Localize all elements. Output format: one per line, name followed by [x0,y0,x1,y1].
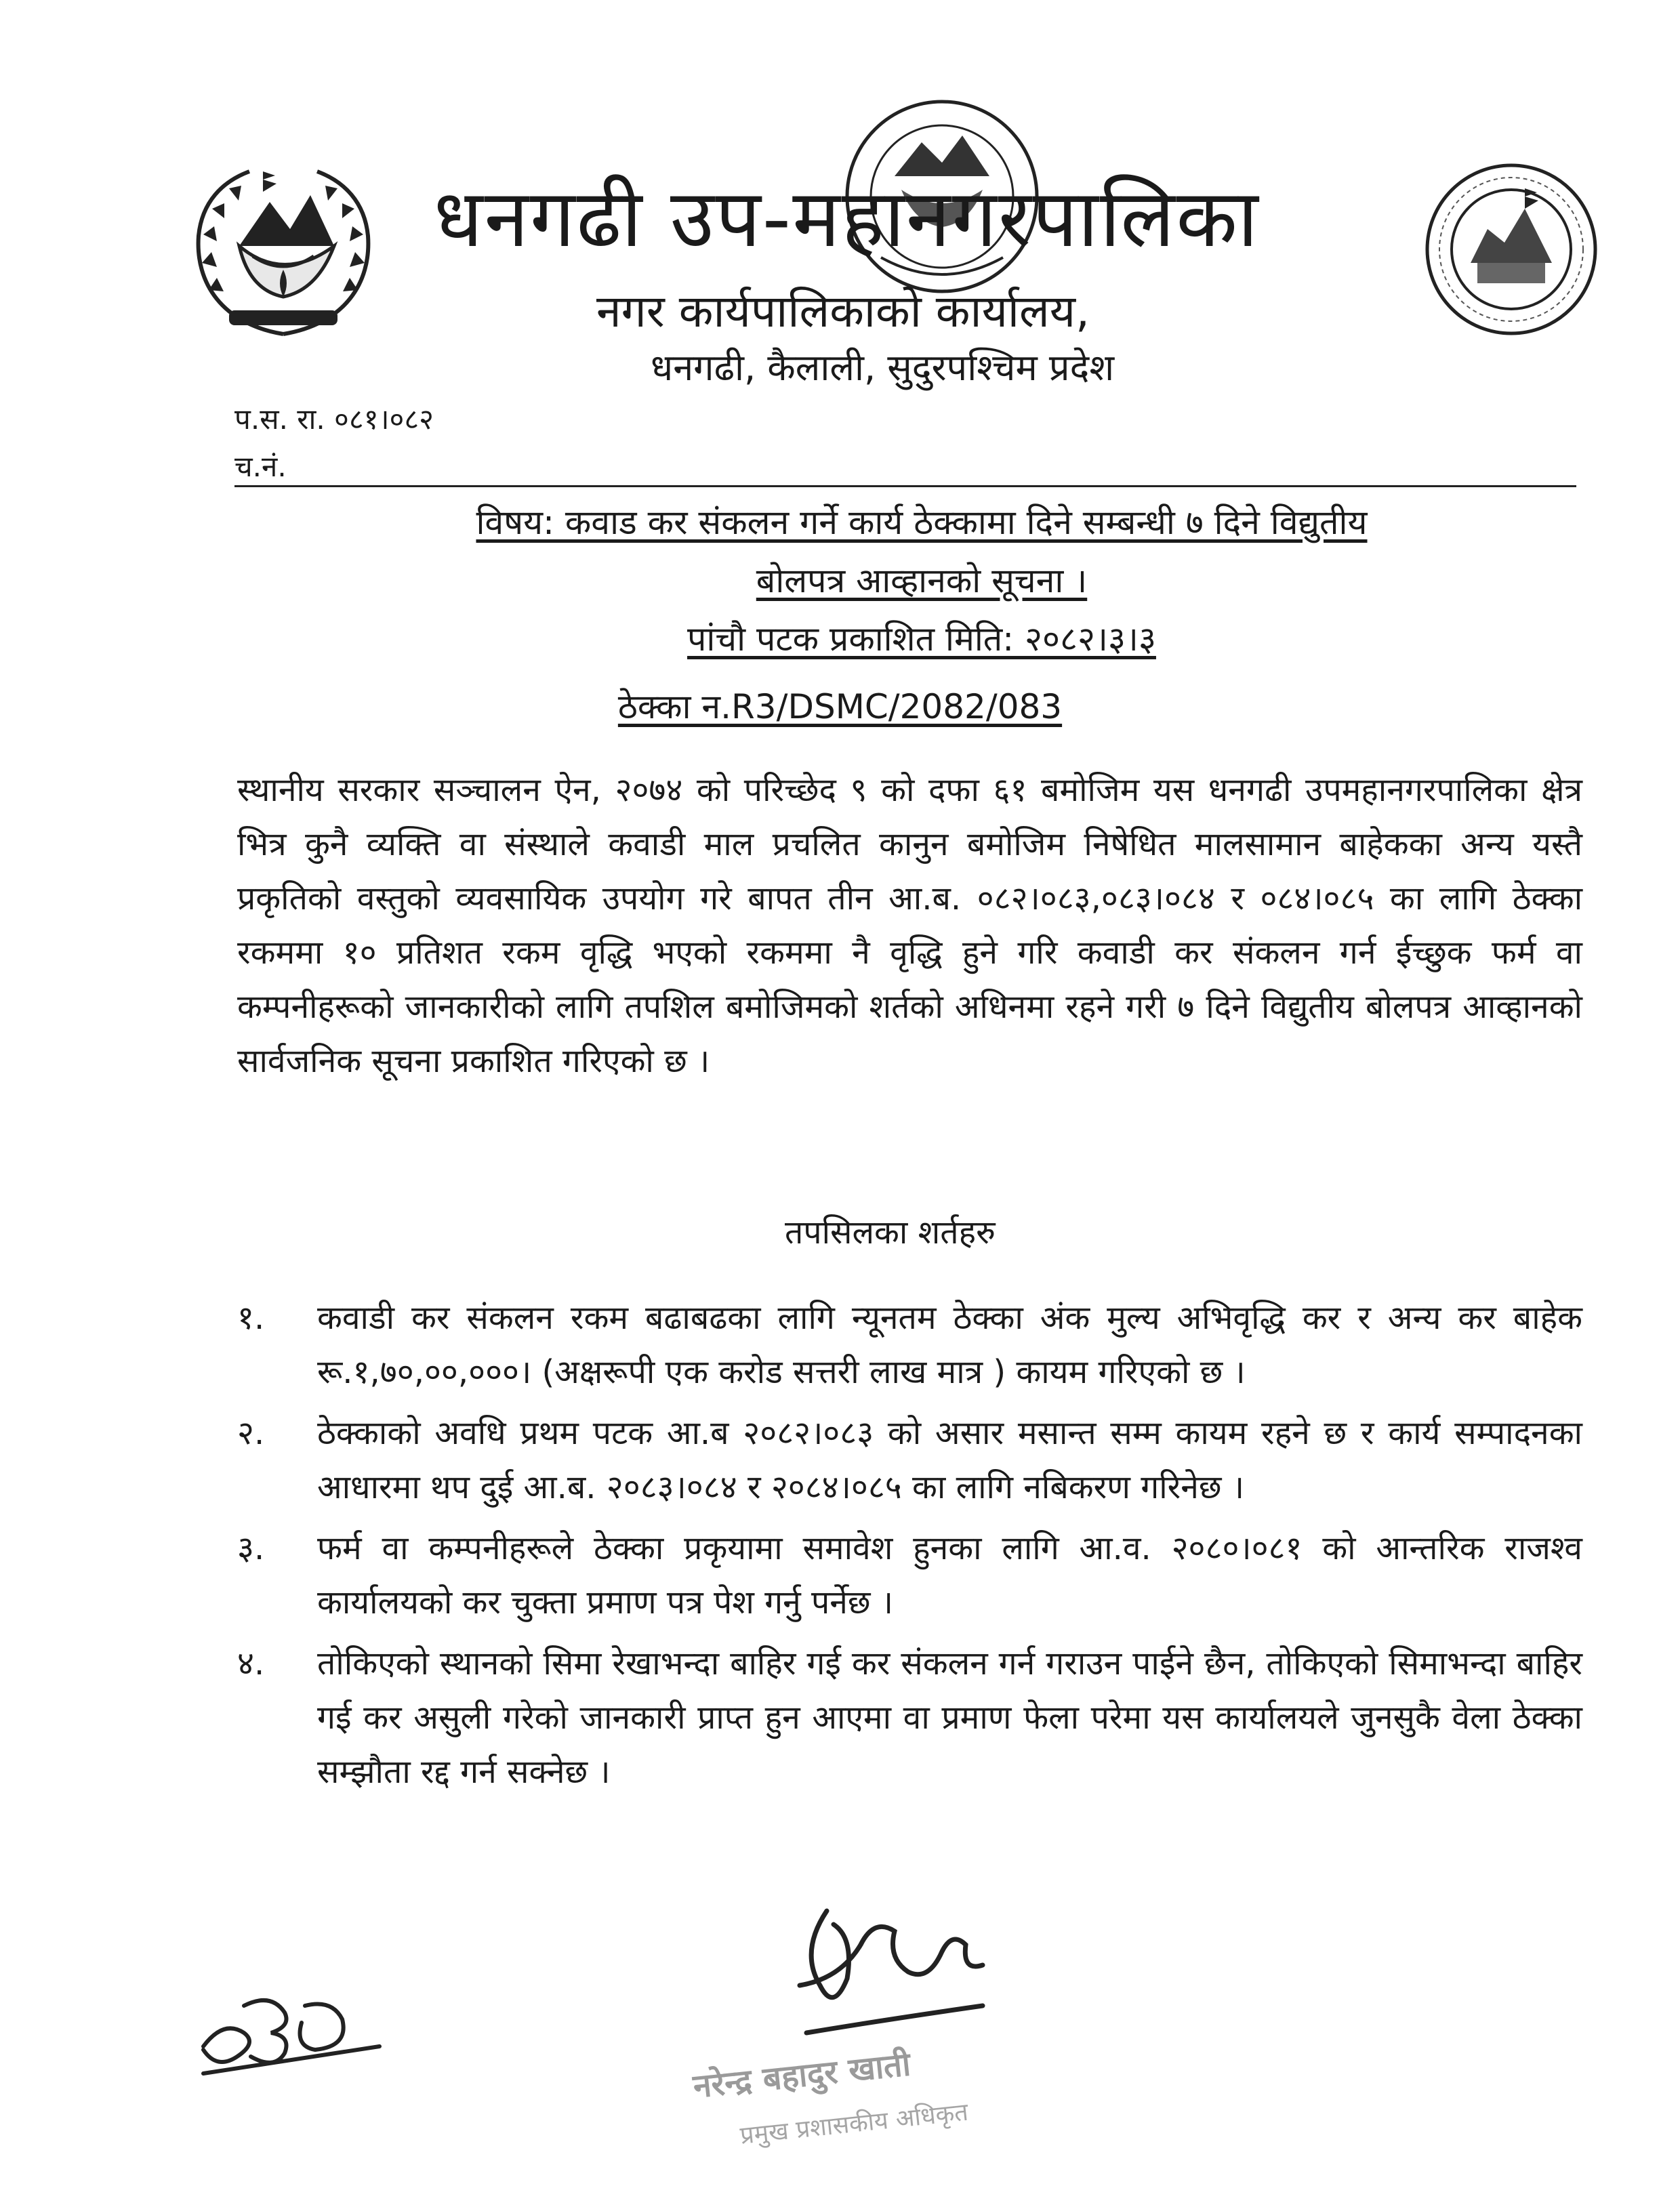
header-divider [234,485,1576,487]
list-item [237,1636,1582,1799]
terms-list [237,1291,1582,1806]
notice-subject [291,493,1552,668]
office-name: नगर कार्यपालिकाको कार्यालय, [596,285,1090,337]
fiscal-year-reference: प.स. रा. ०८१।०८२ [234,402,434,436]
initials-icon [190,1965,393,2087]
term-number: ४. [237,1645,265,1683]
municipality-name: धनगढी उप-महानगरपालिका [434,171,1260,265]
term-number: १. [237,1299,265,1337]
subject-line-1: विषय: कवाड कर संकलन गर्ने कार्य ठेक्कामा दिने सम्बन्धी ७ दिने विद्युतीय [476,503,1368,542]
municipality-seal-icon [1423,161,1599,337]
subject-line-2: बोलपत्र आव्हानको सूचना । [756,561,1088,600]
term-text: तोकिएको स्थानको सिमा रेखाभन्दा बाहिर गई कर संकलन गर्न गराउन पाईने छैन, तोकिएको सिमाभन्दा बाहिर गई कर असुली गरेको जानकारी प्राप्त हुन आएमा वा प्रमाण फेला परेमा यस कार्यालयले जुनसुकै वेला ठेक्का सम्झौता रद्द गर्न सक्नेछ । [317,1645,1582,1791]
term-text: ठेक्काको अवधि प्रथम पटक आ.ब २०८२।०८३ को असार मसान्त सम्म कायम रहने छ र कार्य सम्पादनका आधारमा थप दुई आ.ब. २०८३।०८४ र २०८४।०८५ का लागि नबिकरण गरिनेछ । [317,1414,1582,1506]
signatory-name: नरेन्द्र बहादुर खाती [691,2045,913,2106]
signature-icon [779,1884,1003,2053]
publication-date: पांचौ पटक प्रकाशित मिति: २०८२।३।३ [687,619,1156,659]
list-item [237,1291,1582,1399]
office-address: धनगढी, कैलाली, सुदुरपश्चिम प्रदेश [651,346,1115,389]
terms-heading: तपसिलका शर्तहरु [785,1214,996,1252]
list-item [237,1406,1582,1514]
list-item [237,1521,1582,1630]
contract-number-text: ठेक्का न.R3/DSMC/2082/083 [617,687,1063,726]
term-text: कवाडी कर संकलन रकम बढाबढका लागि न्यूनतम ठेक्का अंक मुल्य अभिवृद्धि कर र अन्य कर बाहेक रू.१,७०,००,०००। (अक्षरूपी एक करोड सत्तरी लाख मात्र ) कायम गरिएको छ । [317,1299,1582,1391]
nepal-emblem-icon [182,154,385,344]
notice-body: स्थानीय सरकार सञ्चालन ऐन, २०७४ को परिच्छेद ९ को दफा ६१ बमोजिम यस धनगढी उपमहानगरपालिका क्षेत्र भित्र कुनै व्यक्ति वा संस्थाले कवाडी माल प्रचलित कानुन बमोजिम निषेधित मालसामान बाहेकका अन्य यस्तै प्रकृतिको वस्तुको व्यवसायिक उपयोग गरे बापत तीन आ.ब. ०८२।०८३,०८३।०८४ र ०८४।०८५ का लागि ठेक्का रकममा १० प्रतिशत रकम वृद्धि भएको रकममा नै वृद्धि हुने गरि कवाडी कर संकलन गर्न ईच्छुक फर्म वा कम्पनीहरूको जानकारीको लागि तपशिल बमोजिमको शर्तको अधिनमा रहने गरी ७ दिने विद्युतीय बोलपत्र आव्हानको सार्वजनिक सूचना प्रकाशित गरिएको छ । [237,771,1582,1080]
signatory-title: प्रमुख प्रशासकीय अधिकृत [739,2098,970,2150]
term-number: ३. [237,1529,265,1567]
term-number: २. [237,1414,265,1452]
contract-number [0,683,1680,730]
dispatch-number: च.नं. [234,450,287,483]
term-text: फर्म वा कम्पनीहरूले ठेक्का प्रकृयामा समावेश हुनका लागि आ.व. २०८०।०८१ को आन्तरिक राजश्व कार्यालयको कर चुक्ता प्रमाण पत्र पेश गर्नु पर्नेछ । [317,1529,1582,1622]
